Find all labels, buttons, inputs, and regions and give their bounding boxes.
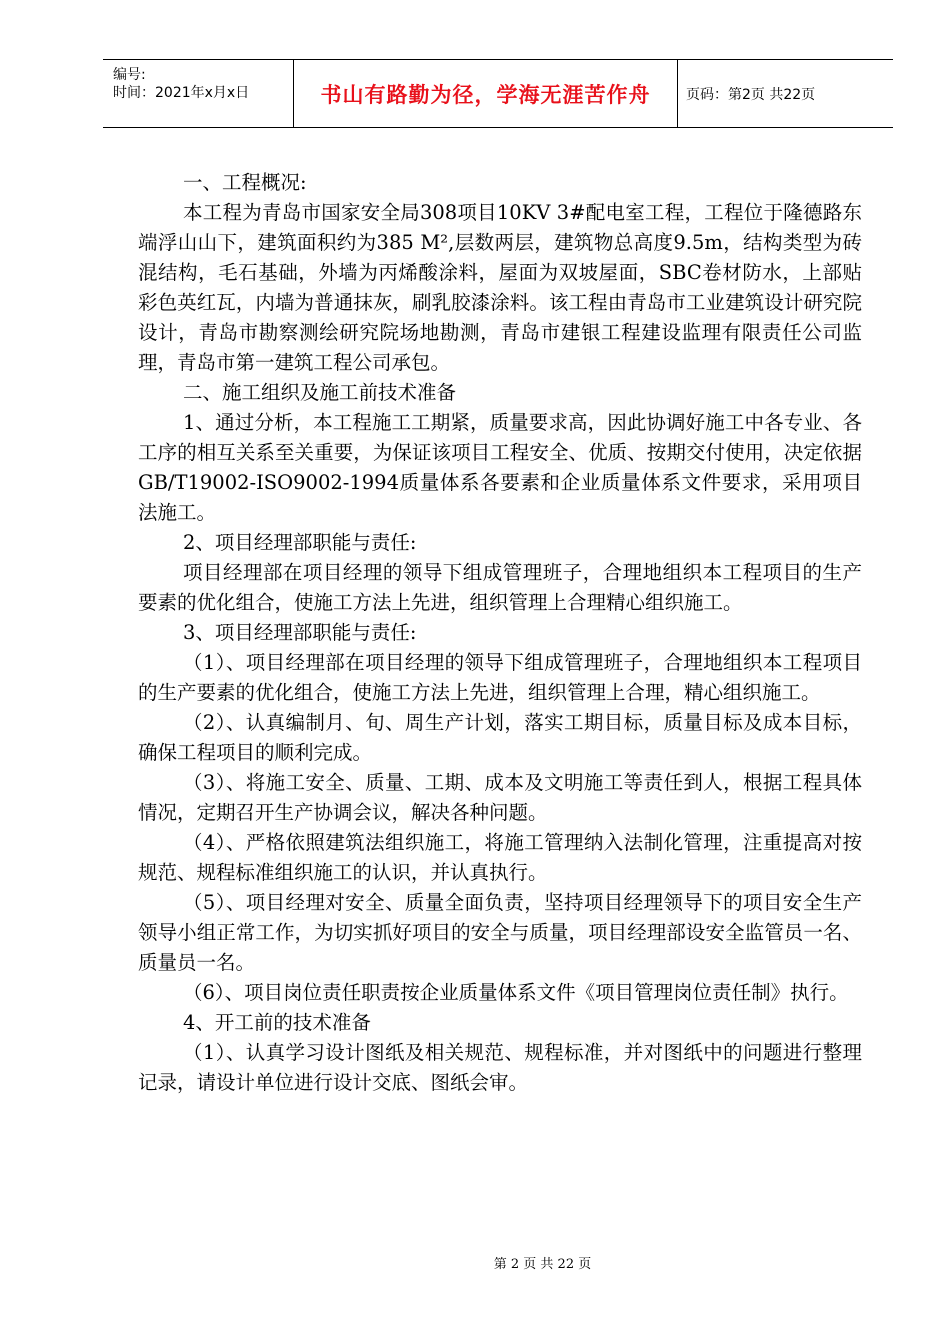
paragraph: 本工程为青岛市国家安全局308项目10KV 3#配电室工程，工程位于隆德路东端浮山山下，建筑面积约为385 M²,层数两层，建筑物总高度9.5m，结构类型为砖混结构，毛石基础，外墙为丙烯酸涂料，屋面为双坡屋面，SBC卷材防水，上部贴彩色英红瓦，内墙为普通抹灰，刷乳胶漆涂料。该工程由青岛市工业建筑设计研究院设计，青岛市勘察测绘研究院场地勘测，青岛市建银工程建设监理有限责任公司监理，青岛市第一建筑工程公司承包。 (138, 201, 862, 374)
header-motto: 书山有路勤为径，学海无涯苦作舟 (320, 82, 651, 107)
header-page-info: 页码：第2页 共22页 (686, 86, 816, 103)
document-number-label: 编号: (113, 67, 146, 83)
document-body (138, 168, 862, 1098)
paragraph: （4）、严格依照建筑法组织施工，将施工管理纳入法制化管理，注重提高对按规范、规程标准组织施工的认识，并认真执行。 (138, 831, 862, 884)
document-time-label: 时间：2021年x月x日 (113, 85, 250, 101)
paragraph: （5）、项目经理对安全、质量全面负责，坚持项目经理领导下的项目安全生产领导小组正常工作，为切实抓好项目的安全与质量，项目经理部设安全监管员一名、质量员一名。 (138, 891, 862, 974)
paragraph: 项目经理部在项目经理的领导下组成管理班子，合理地组织本工程项目的生产要素的优化组合，使施工方法上先进，组织管理上合理精心组织施工。 (138, 561, 862, 614)
paragraph: （6）、项目岗位责任职责按企业质量体系文件《项目管理岗位责任制》执行。 (183, 981, 849, 1004)
paragraph: （1）、项目经理部在项目经理的领导下组成管理班子，合理地组织本工程项目的生产要素的优化组合，使施工方法上先进，组织管理上合理，精心组织施工。 (138, 651, 862, 704)
header-page-info-cell (676, 60, 893, 127)
section-heading: 一、工程概况: (183, 171, 307, 194)
section-heading: 4、开工前的技术准备 (183, 1011, 371, 1034)
paragraph: （2）、认真编制月、旬、周生产计划，落实工期目标，质量目标及成本目标，确保工程项目的顺利完成。 (138, 711, 862, 764)
page-footer (0, 1253, 950, 1272)
header-meta (103, 60, 293, 127)
paragraph: （1）、认真学习设计图纸及相关规范、规程标准，并对图纸中的问题进行整理记录，请设计单位进行设计交底、图纸会审。 (138, 1041, 862, 1094)
page-header (103, 59, 893, 128)
section-heading: 3、项目经理部职能与责任: (183, 621, 417, 644)
paragraph: （3）、将施工安全、质量、工期、成本及文明施工等责任到人，根据工程具体情况，定期召开生产协调会议，解决各种问题。 (138, 771, 862, 824)
paragraph: 1、通过分析，本工程施工工期紧，质量要求高，因此协调好施工中各专业、各工序的相互关系至关重要，为保证该项目工程安全、优质、按期交付使用，决定依据GB/T19002-ISO9002-1994质量体系各要素和企业质量体系文件要求，采用项目法施工。 (138, 411, 862, 524)
footer-page-number: 第 2 页 共 22 页 (493, 1257, 592, 1272)
section-heading: 2、项目经理部职能与责任: (183, 531, 417, 554)
header-motto-cell (293, 60, 678, 127)
section-heading: 二、施工组织及施工前技术准备 (183, 381, 457, 404)
